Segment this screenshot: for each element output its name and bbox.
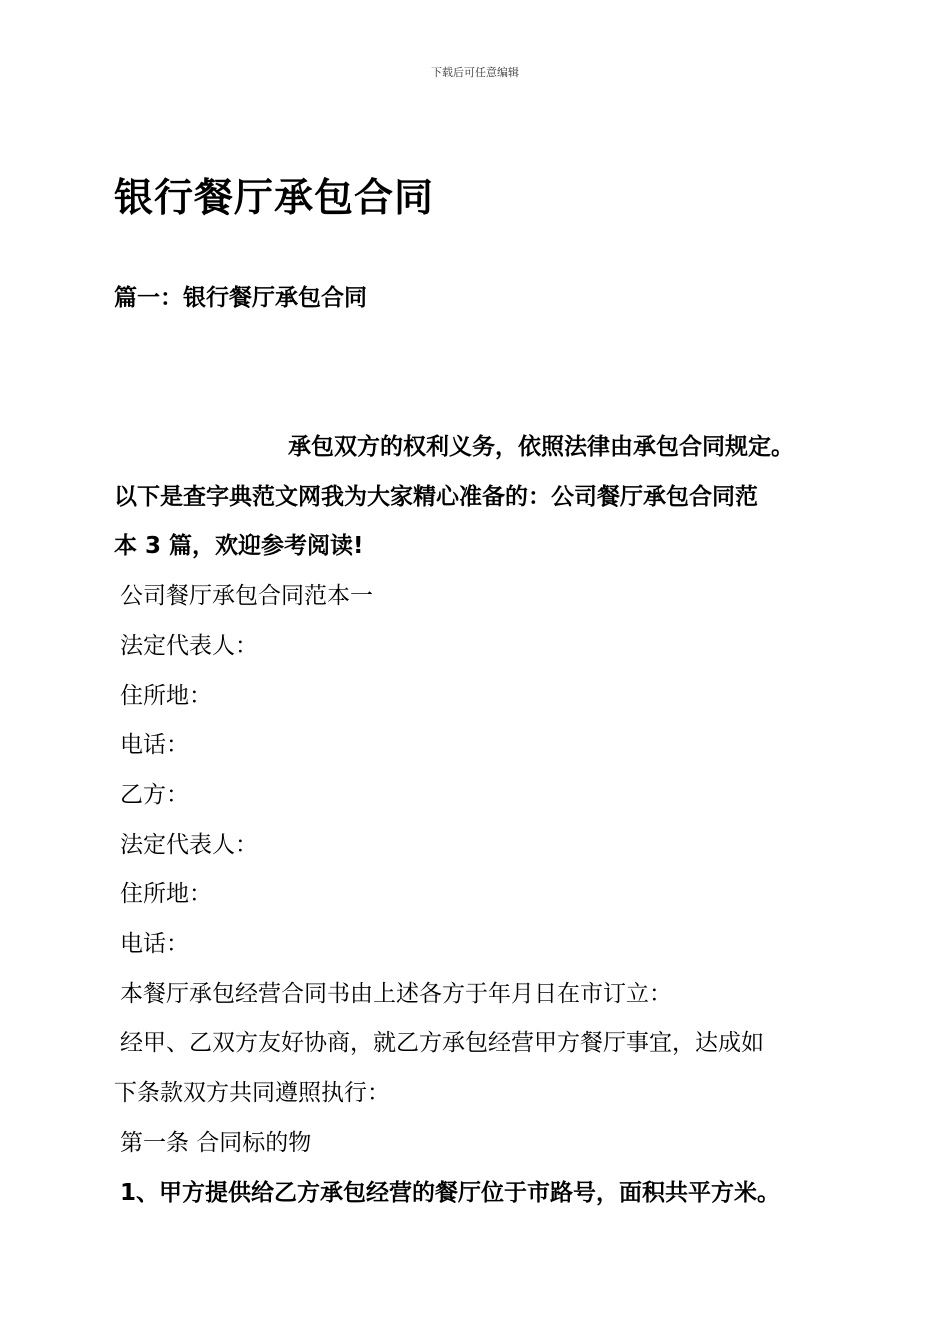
body-line: 第一条 合同标的物 — [120, 1129, 312, 1156]
body-line: 电话： — [120, 732, 189, 759]
body-line: 住所地： — [120, 881, 212, 908]
section-title: 篇一：银行餐厅承包合同 — [114, 285, 367, 311]
body-line: 法定代表人： — [120, 632, 258, 659]
document-title: 银行餐厅承包合同 — [114, 176, 435, 221]
body-line: 承包双方的权利义务，依照法律由承包合同规定。 — [288, 434, 794, 460]
body-line: 乙方： — [120, 781, 189, 808]
body-line: 电话： — [120, 931, 189, 958]
document-body — [114, 423, 844, 1218]
body-line: 1、甲方提供给乙方承包经营的餐厅位于市路号，面积共平方米。 — [120, 1179, 781, 1206]
body-line: 经甲、乙双方友好协商，就乙方承包经营甲方餐厅事宜，达成如 — [120, 1030, 764, 1057]
page-header-note: 下载后可任意编辑 — [431, 66, 519, 79]
body-line: 公司餐厅承包合同范本一 — [120, 583, 373, 610]
body-line: 法定代表人： — [120, 831, 258, 858]
body-line: 住所地： — [120, 682, 212, 709]
body-line: 本餐厅承包经营合同书由上述各方于年月日在市订立： — [120, 980, 672, 1007]
body-line: 本 3 篇，欢迎参考阅读! — [114, 533, 364, 560]
body-line: 下条款双方共同遵照执行： — [114, 1080, 390, 1107]
body-line: 以下是查字典范文网我为大家精心准备的：公司餐厅承包合同范 — [114, 483, 758, 510]
